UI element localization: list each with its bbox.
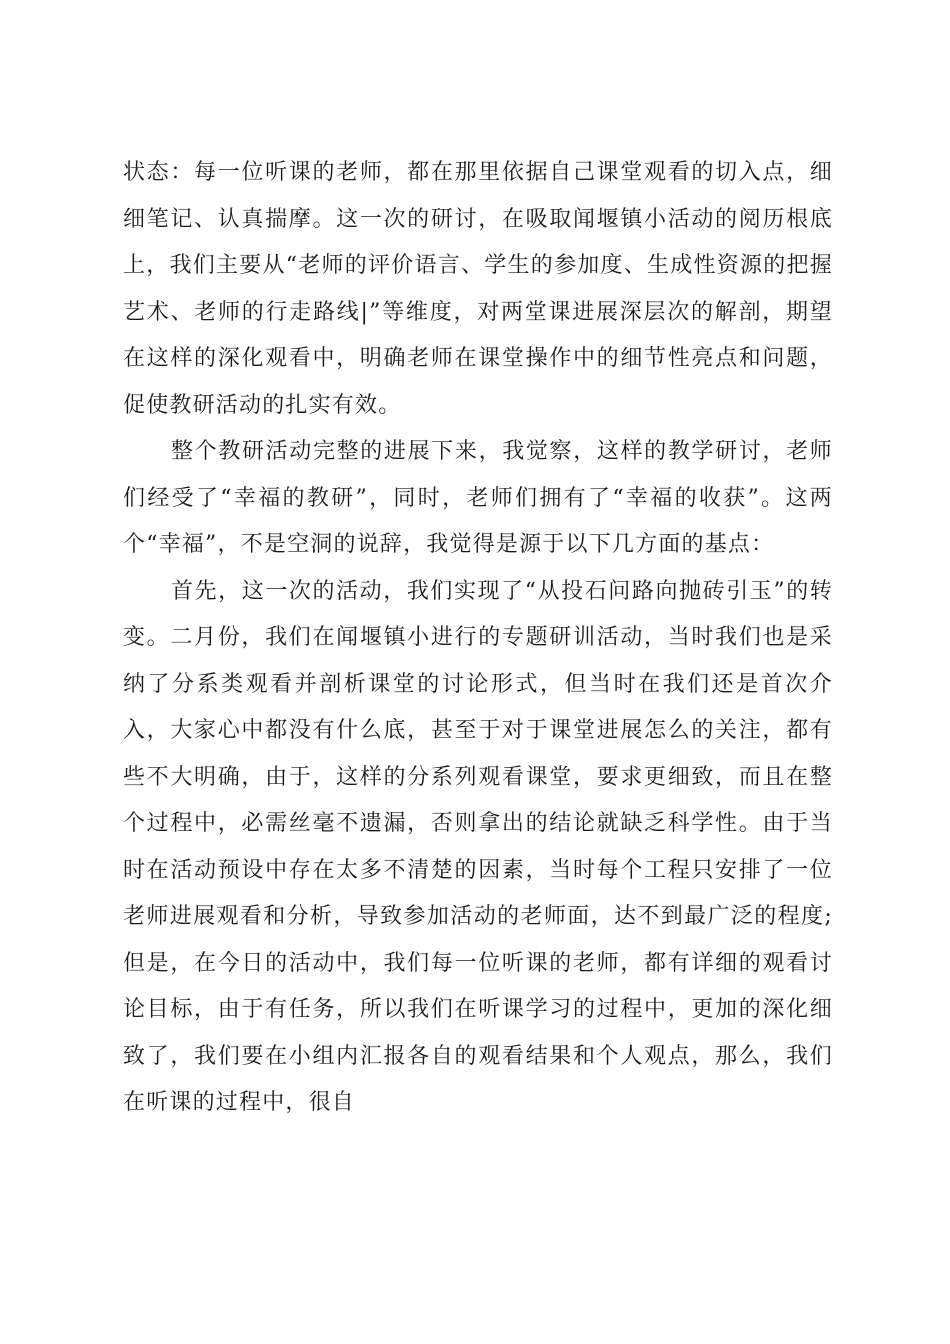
- document-body: [123, 150, 833, 1127]
- paragraph-1: 状态：每一位听课的老师，都在那里依据自己课堂观看的切入点，细细笔记、认真揣摩。这一次的研讨，在吸取闻堰镇小活动的阅历根底上，我们主要从“老师的评价语言、学生的参加度、生成性资源的把握艺术、老师的行走路线|”等维度，对两堂课进展深层次的解剖，期望在这样的深化观看中，明确老师在课堂操作中的细节性亮点和问题，促使教研活动的扎实有效。: [123, 160, 833, 418]
- paragraph-3: 首先，这一次的活动，我们实现了“从投石问路向抛砖引玉”的转变。二月份，我们在闻堰镇小进行的专题研训活动，当时我们也是采纳了分系类观看并剖析课堂的讨论形式，但当时在我们还是首次介入，大家心中都没有什么底，甚至于对于课堂进展怎么的关注，都有些不大明确，由于，这样的分系列观看课堂，要求更细致，而且在整个过程中，必需丝毫不遗漏，否则拿出的结论就缺乏科学性。由于当时在活动预设中存在太多不清楚的因素，当时每个工程只安排了一位老师进展观看和分析，导致参加活动的老师面，达不到最广泛的程度;但是，在今日的活动中，我们每一位听课的老师，都有详细的观看讨论目标，由于有任务，所以我们在听课学习的过程中，更加的深化细致了，我们要在小组内汇报各自的观看结果和个人观点，那么，我们在听课的过程中，很自: [123, 578, 833, 1115]
- paragraph-2: 整个教研活动完整的进展下来，我觉察，这样的教学研讨，老师们经受了“幸福的教研”，同时，老师们拥有了“幸福的收获”。这两个“幸福”，不是空洞的说辞，我觉得是源于以下几方面的基点：: [123, 439, 833, 557]
